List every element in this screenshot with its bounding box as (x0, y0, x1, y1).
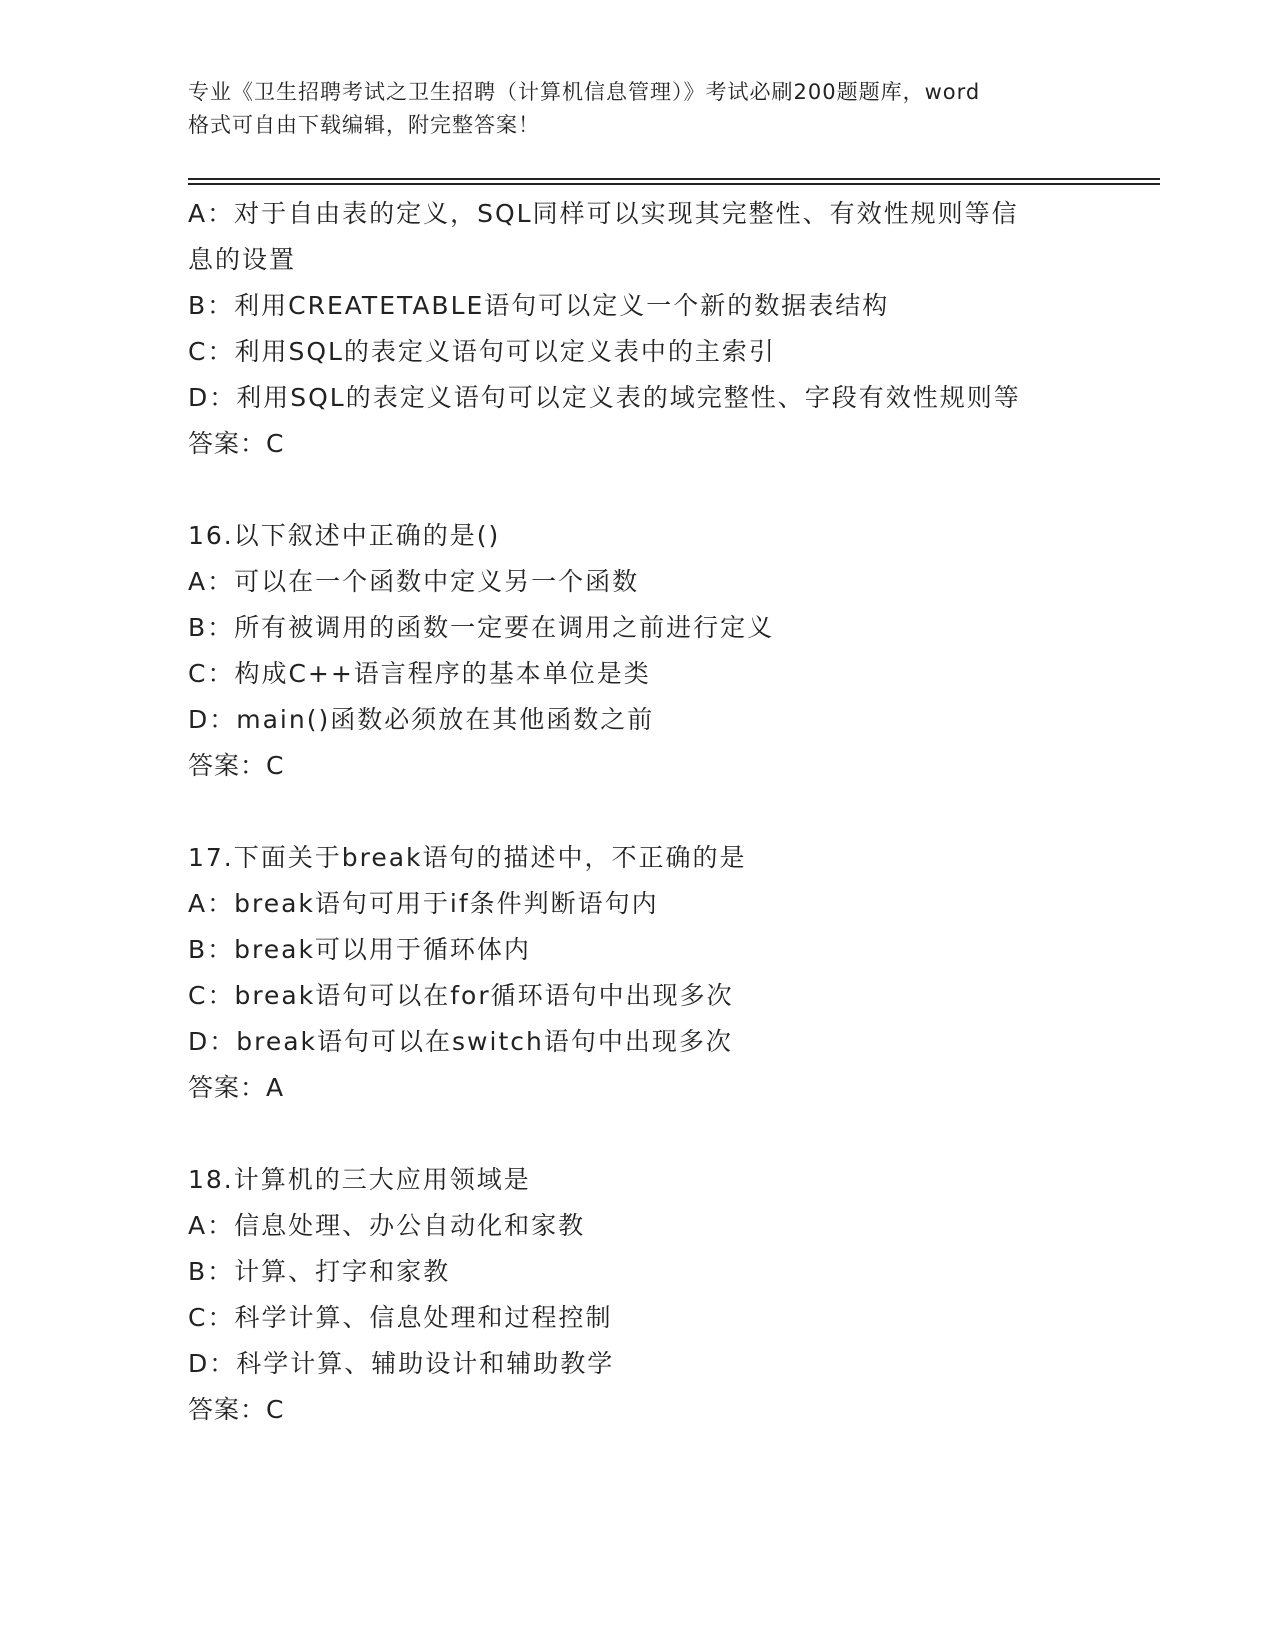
answer-label: 答案：C (188, 1395, 285, 1424)
answer-label: 答案：C (188, 751, 285, 780)
option-a: A：可以在一个函数中定义另一个函数 (188, 567, 640, 596)
option-c: C：构成C++语言程序的基本单位是类 (188, 659, 651, 688)
option-a: A：break语句可用于if条件判断语句内 (188, 889, 659, 918)
option-a-line1: A：对于自由表的定义，SQL同样可以实现其完整性、有效性规则等信 (188, 199, 1019, 228)
question-18 (188, 1157, 1088, 1433)
header-divider-top (188, 178, 1160, 180)
answer-label: 答案：C (188, 429, 285, 458)
header-title-line1: 专业《卫生招聘考试之卫生招聘（计算机信息管理）》考试必刷200题题库，word (188, 80, 981, 104)
question-17 (188, 835, 1088, 1111)
option-b: B：计算、打字和家教 (188, 1257, 451, 1286)
header-divider-bottom (188, 183, 1160, 185)
question-15 (188, 191, 1088, 467)
question-text: 16.以下叙述中正确的是() (188, 521, 501, 550)
option-d: D：main()函数必须放在其他函数之前 (188, 705, 655, 734)
header-title-line2: 格式可自由下载编辑，附完整答案！ (188, 113, 540, 137)
question-16 (188, 513, 1088, 789)
option-b: B：所有被调用的函数一定要在调用之前进行定义 (188, 613, 775, 642)
question-list (188, 191, 1088, 1433)
option-d: D：科学计算、辅助设计和辅助教学 (188, 1349, 615, 1378)
option-a: A：信息处理、办公自动化和家教 (188, 1211, 586, 1240)
document-header (188, 76, 1088, 142)
option-d: D：break语句可以在switch语句中出现多次 (188, 1027, 733, 1056)
option-c: C：利用SQL的表定义语句可以定义表中的主索引 (188, 337, 776, 366)
question-text: 17.下面关于break语句的描述中，不正确的是 (188, 843, 747, 872)
option-b: B：利用CREATETABLE语句可以定义一个新的数据表结构 (188, 291, 890, 320)
question-text: 18.计算机的三大应用领域是 (188, 1165, 531, 1194)
option-c: C：科学计算、信息处理和过程控制 (188, 1303, 613, 1332)
option-d: D：利用SQL的表定义语句可以定义表的域完整性、字段有效性规则等 (188, 383, 1021, 412)
spacer (188, 1111, 1088, 1157)
option-a-line2: 息的设置 (188, 245, 297, 274)
spacer (188, 789, 1088, 835)
option-b: B：break可以用于循环体内 (188, 935, 531, 964)
spacer (188, 467, 1088, 513)
option-c: C：break语句可以在for循环语句中出现多次 (188, 981, 734, 1010)
answer-label: 答案：A (188, 1073, 285, 1102)
